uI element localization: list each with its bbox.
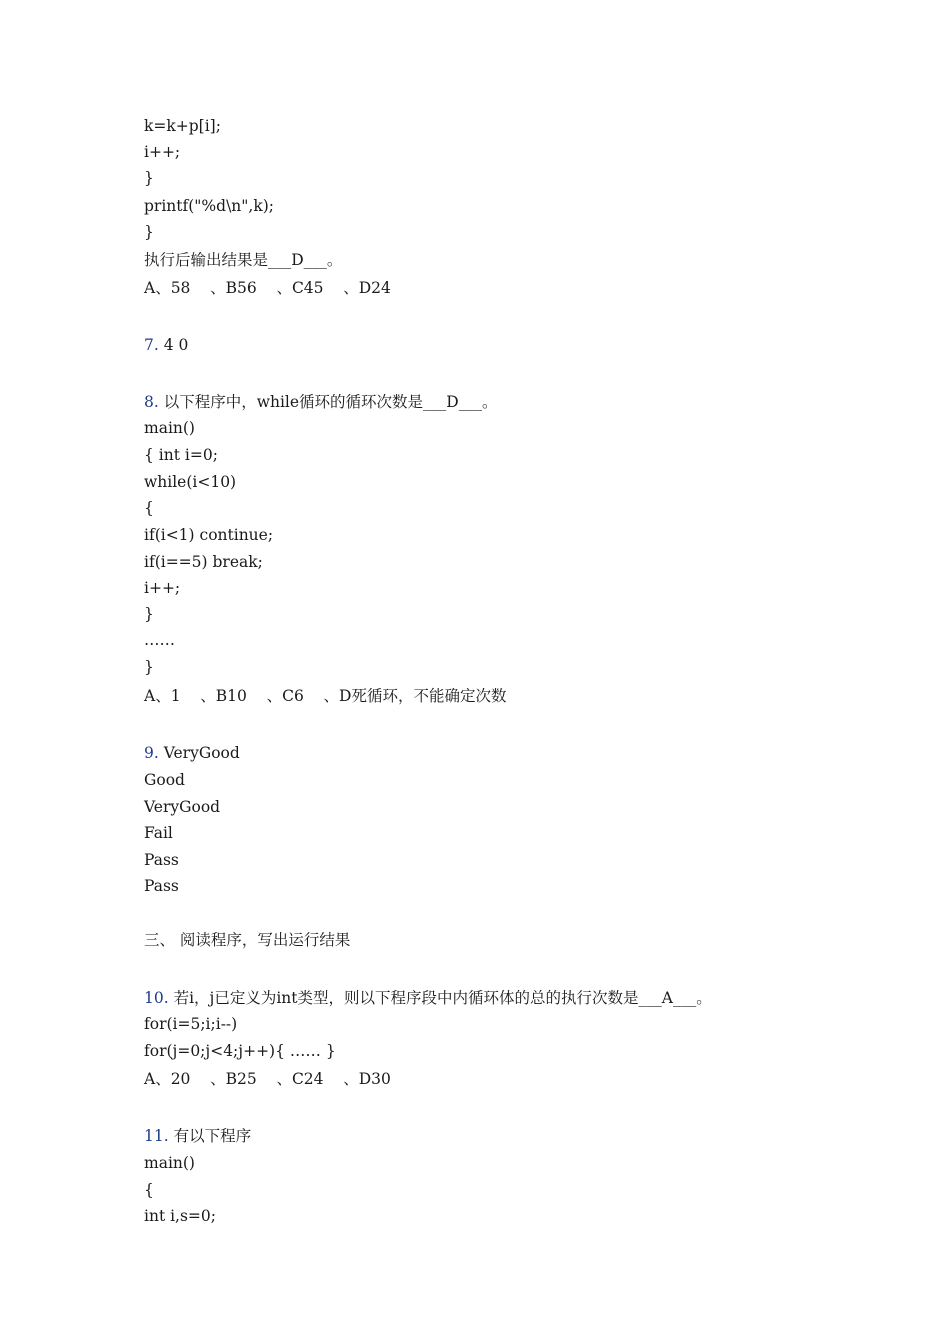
answer-options: A、1 、B10 、C6 、D死循环，不能确定次数 — [144, 687, 507, 705]
code-line: } — [144, 658, 154, 676]
code-line: int i,s=0; — [144, 1207, 217, 1225]
question-8 — [144, 392, 498, 412]
question-text: 以下程序中，while循环的循环次数是___D___。 — [158, 393, 498, 411]
code-line: if(i==5) break; — [144, 553, 263, 571]
code-line: } — [144, 223, 154, 241]
text-line: Fail — [144, 824, 173, 842]
text-line: Good — [144, 771, 185, 789]
text-line: Pass — [144, 877, 179, 895]
code-line: i++; — [144, 143, 181, 161]
question-text: VeryGood — [158, 744, 240, 762]
question-9 — [144, 743, 240, 763]
code-line: printf("%d\n",k); — [144, 197, 274, 215]
code-line: for(i=5;i;i--) — [144, 1015, 238, 1033]
question-7 — [144, 335, 188, 355]
code-line: if(i<1) continue; — [144, 526, 274, 544]
question-number: 10. — [144, 989, 169, 1007]
code-line: for(j=0;j<4;j++){ …… } — [144, 1042, 336, 1060]
question-10 — [144, 988, 712, 1008]
question-text: 若i，j已定义为int类型，则以下程序段中内循环体的总的执行次数是___A___。 — [168, 989, 712, 1007]
question-text: 4 0 — [158, 336, 189, 354]
question-text: 有以下程序 — [168, 1127, 252, 1145]
code-line: main() — [144, 1154, 195, 1172]
code-line: { — [144, 1181, 154, 1199]
question-11 — [144, 1126, 251, 1146]
code-line: …… — [144, 631, 175, 649]
code-line: } — [144, 169, 154, 187]
question-prompt: 执行后输出结果是___D___。 — [144, 251, 343, 269]
code-line: k=k+p[i]; — [144, 117, 221, 135]
question-number: 11. — [144, 1127, 169, 1145]
code-line: { — [144, 499, 154, 517]
question-number: 8. — [144, 393, 159, 411]
code-line: } — [144, 605, 154, 623]
code-line: { int i=0; — [144, 446, 218, 464]
section-heading: 三、 阅读程序，写出运行结果 — [144, 931, 351, 949]
code-line: i++; — [144, 579, 181, 597]
question-number: 9. — [144, 744, 159, 762]
code-line: main() — [144, 419, 195, 437]
answer-options: A、58 、B56 、C45 、D24 — [144, 279, 391, 297]
answer-options: A、20 、B25 、C24 、D30 — [144, 1070, 391, 1088]
text-line: Pass — [144, 851, 179, 869]
code-line: while(i<10) — [144, 473, 237, 491]
text-line: VeryGood — [144, 798, 221, 816]
question-number: 7. — [144, 336, 159, 354]
